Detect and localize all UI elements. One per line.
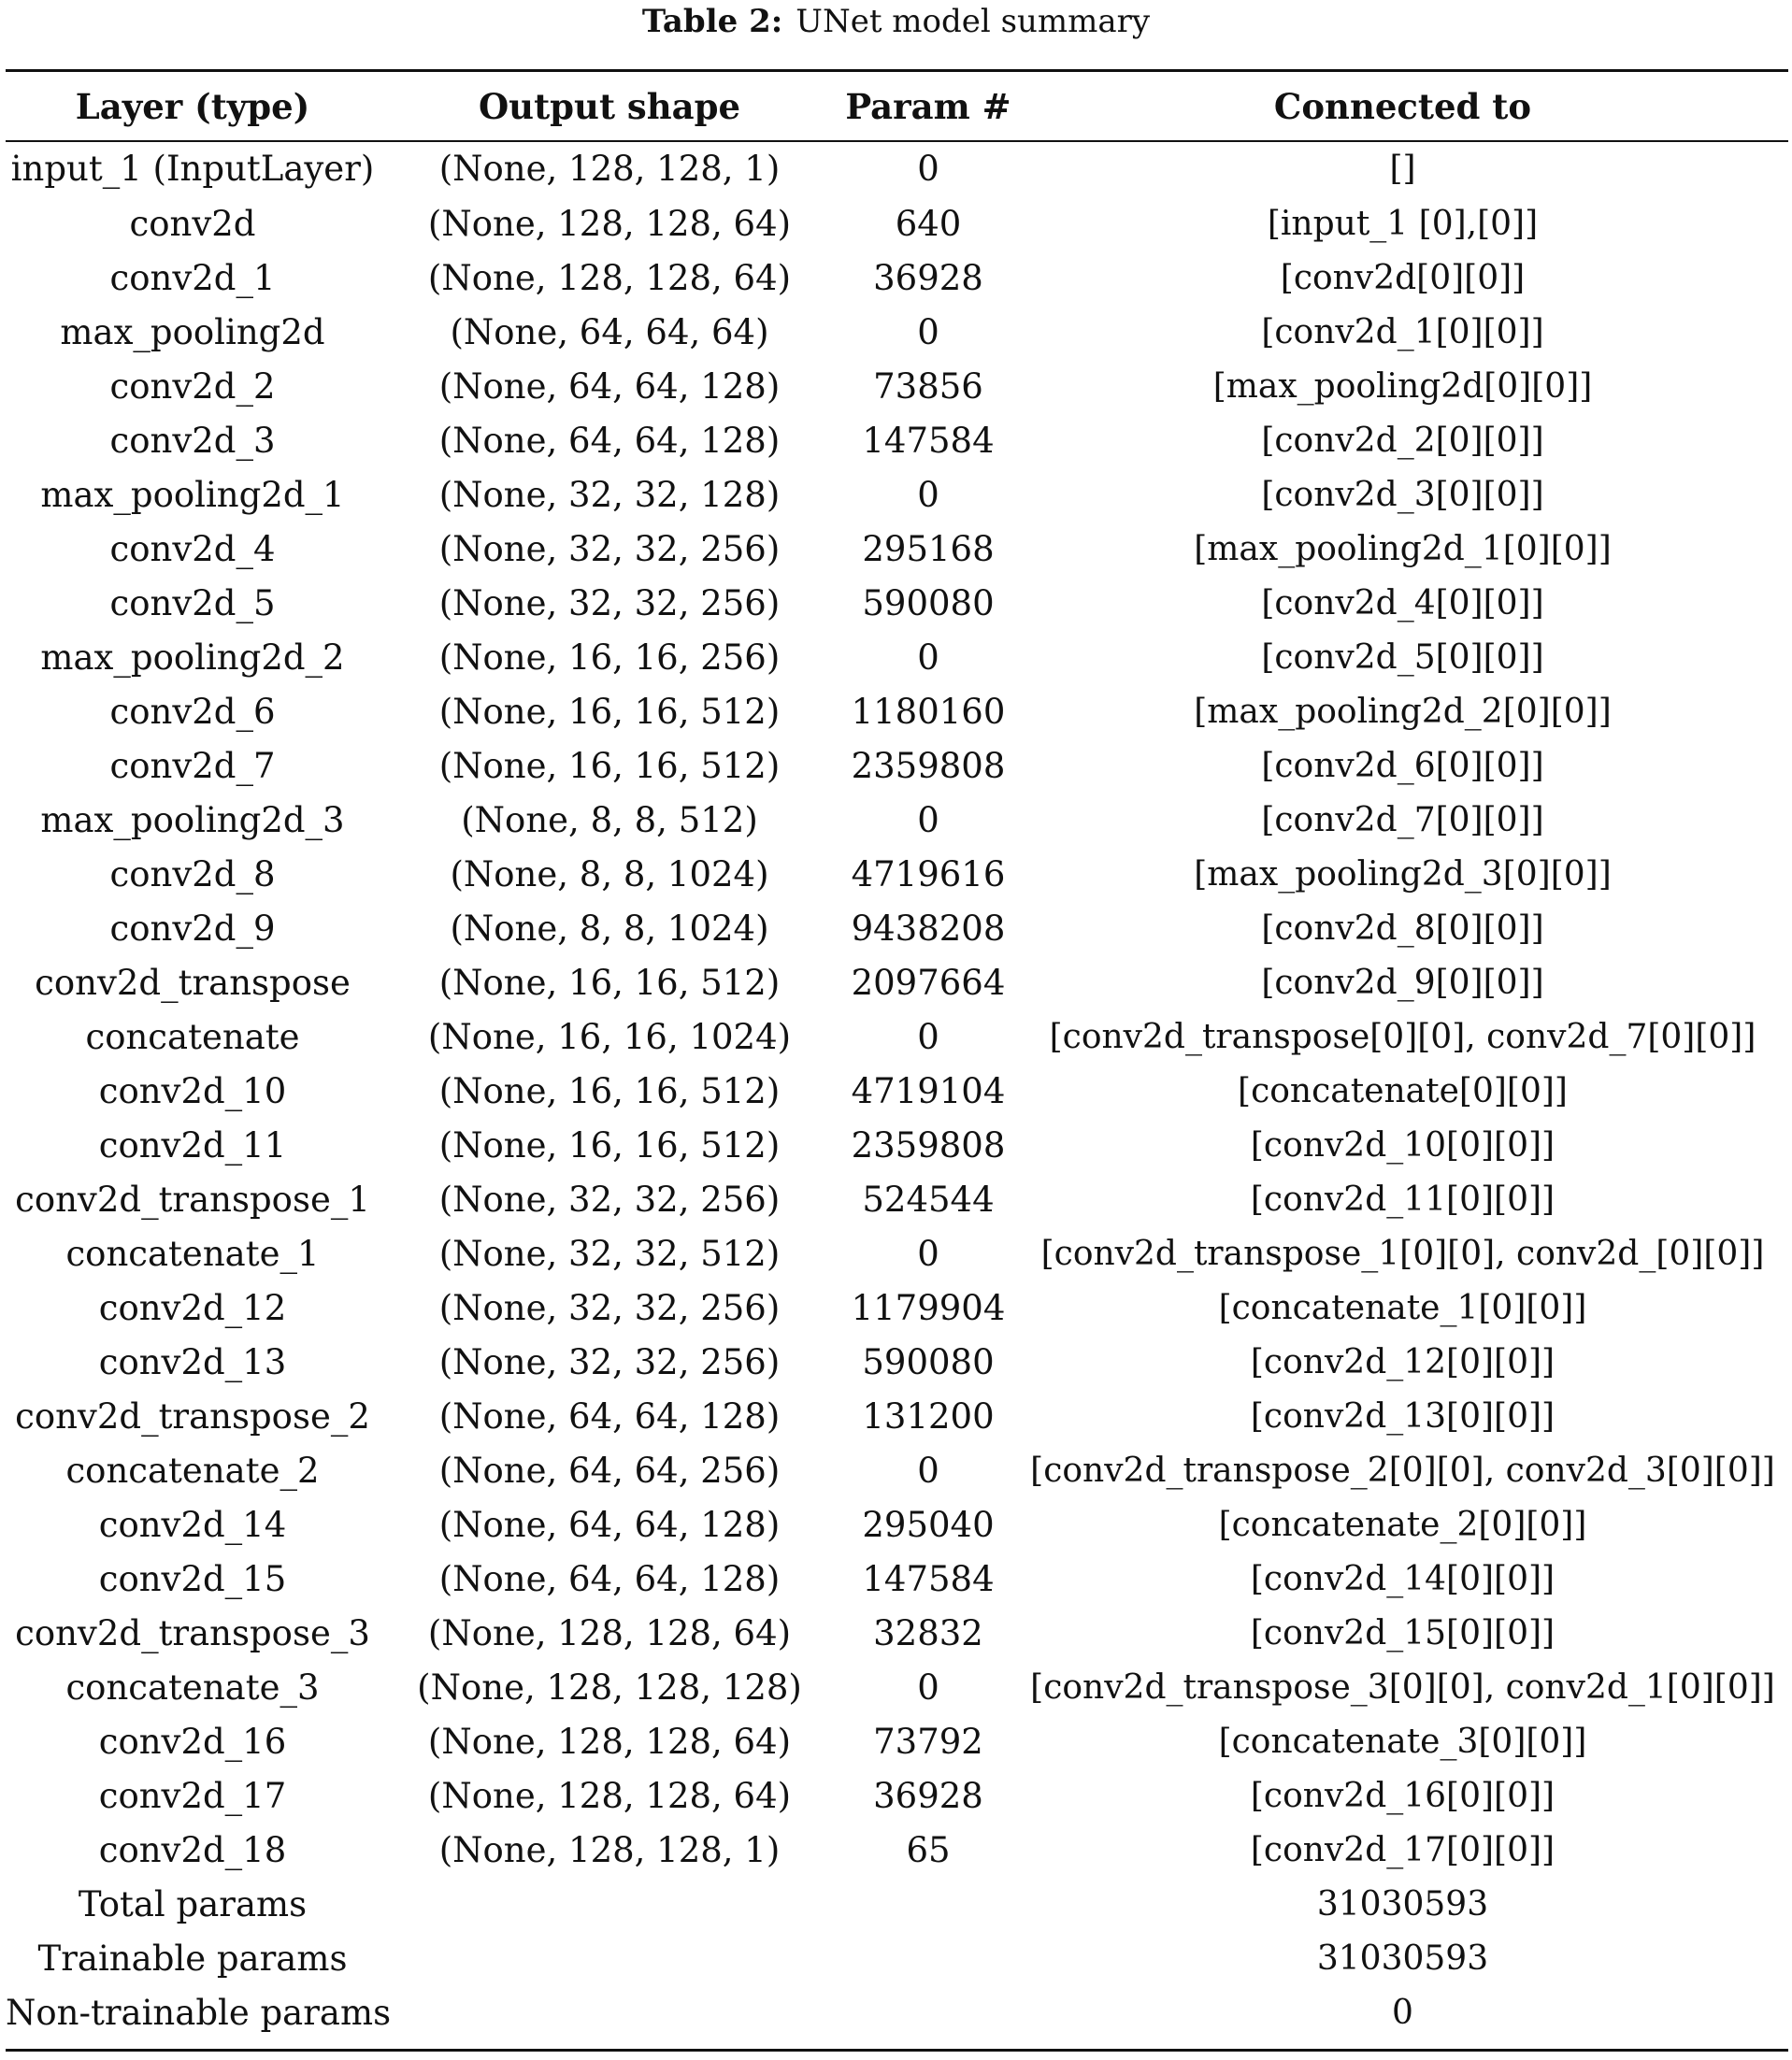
totals-row xyxy=(6,1931,1788,1985)
output-shape-cell: (None, 32, 32, 256) xyxy=(438,1287,781,1328)
connected-to-cell: [conv2d_transpose_3[0][0], conv2d_1[0][0]] xyxy=(1030,1667,1775,1707)
table-body xyxy=(6,140,1788,2039)
output-shape-cell: (None, 8, 8, 512) xyxy=(461,799,758,840)
param-count-cell: 0 xyxy=(917,311,939,352)
header-row xyxy=(6,72,1788,140)
totals-label-cell: Total params xyxy=(78,1883,308,1924)
layer-cell: conv2d_15 xyxy=(98,1558,287,1599)
layer-cell: conv2d_7 xyxy=(109,745,276,786)
table-row xyxy=(6,305,1788,359)
output-shape-cell: (None, 32, 32, 256) xyxy=(438,528,781,569)
param-count-cell: 590080 xyxy=(862,1341,995,1382)
table-row xyxy=(6,1552,1788,1606)
empty-cell xyxy=(380,1931,839,1985)
output-shape-cell: (None, 32, 32, 128) xyxy=(438,474,781,515)
connected-to-cell: [concatenate[0][0]] xyxy=(1238,1071,1568,1110)
param-count-cell: 32832 xyxy=(873,1612,983,1653)
param-count-cell: 147584 xyxy=(862,420,995,461)
layer-cell: conv2d_3 xyxy=(109,420,276,461)
connected-to-cell: [conv2d_17[0][0]] xyxy=(1250,1830,1555,1869)
connected-to-cell: [conv2d_8[0][0]] xyxy=(1261,908,1544,948)
param-count-cell: 0 xyxy=(917,1016,939,1057)
connected-to-cell: [concatenate_3[0][0]] xyxy=(1218,1722,1587,1761)
layer-cell: concatenate xyxy=(85,1016,300,1057)
layer-cell: concatenate_2 xyxy=(65,1450,320,1491)
layer-cell: conv2d_11 xyxy=(98,1124,287,1166)
connected-to-cell: [conv2d_transpose[0][0], conv2d_7[0][0]] xyxy=(1049,1017,1756,1056)
empty-cell xyxy=(839,1985,1017,2039)
table-row xyxy=(6,140,1788,196)
param-count-cell: 0 xyxy=(917,1233,939,1274)
param-count-cell: 0 xyxy=(917,148,939,189)
table-row xyxy=(6,1226,1788,1280)
connected-to-cell: [conv2d_12[0][0]] xyxy=(1250,1342,1555,1381)
layer-cell: conv2d_13 xyxy=(98,1341,287,1382)
layer-cell: conv2d_18 xyxy=(98,1829,287,1870)
table-caption-label: Table 2: xyxy=(641,3,783,40)
layer-cell: concatenate_1 xyxy=(65,1233,320,1274)
connected-to-cell: [max_pooling2d_1[0][0]] xyxy=(1194,529,1612,568)
empty-cell xyxy=(839,1931,1017,1985)
layer-cell: conv2d_9 xyxy=(109,908,276,949)
connected-to-cell: [max_pooling2d_2[0][0]] xyxy=(1194,692,1612,731)
connected-to-cell: [max_pooling2d_3[0][0]] xyxy=(1194,854,1612,894)
table-row xyxy=(6,793,1788,847)
table-row xyxy=(6,1389,1788,1443)
table-row xyxy=(6,847,1788,901)
table-row xyxy=(6,901,1788,955)
layer-cell: input_1 (InputLayer) xyxy=(10,148,375,189)
param-count-cell: 1179904 xyxy=(851,1287,1006,1328)
output-shape-cell: (None, 128, 128, 64) xyxy=(427,1612,792,1653)
output-shape-cell: (None, 128, 128, 1) xyxy=(438,1829,781,1870)
param-count-cell: 4719616 xyxy=(851,853,1006,894)
layer-cell: max_pooling2d_2 xyxy=(40,637,345,678)
param-count-cell: 65 xyxy=(906,1829,951,1870)
layer-cell: conv2d_16 xyxy=(98,1721,287,1762)
table-row xyxy=(6,576,1788,630)
connected-to-cell: [conv2d_1[0][0]] xyxy=(1261,312,1544,351)
connected-to-cell: [conv2d_transpose_2[0][0], conv2d_3[0][0]] xyxy=(1030,1451,1775,1490)
layer-cell: max_pooling2d_3 xyxy=(40,799,345,840)
empty-cell xyxy=(380,1877,839,1931)
connected-to-cell: [conv2d[0][0]] xyxy=(1280,258,1526,297)
param-count-cell: 36928 xyxy=(873,257,983,298)
connected-to-cell: [conv2d_transpose_1[0][0], conv2d_[0][0]] xyxy=(1040,1234,1765,1273)
layer-cell: max_pooling2d_1 xyxy=(40,474,345,515)
output-shape-cell: (None, 16, 16, 512) xyxy=(438,962,781,1003)
output-shape-cell: (None, 64, 64, 128) xyxy=(438,1558,781,1599)
layer-cell: conv2d_4 xyxy=(109,528,276,569)
output-shape-cell: (None, 128, 128, 1) xyxy=(438,148,781,189)
output-shape-cell: (None, 128, 128, 64) xyxy=(427,257,792,298)
output-shape-cell: (None, 32, 32, 256) xyxy=(438,1341,781,1382)
output-shape-cell: (None, 128, 128, 64) xyxy=(427,1775,792,1816)
connected-to-cell: [conv2d_6[0][0]] xyxy=(1261,746,1544,785)
table-row xyxy=(6,955,1788,1009)
param-count-cell: 4719104 xyxy=(851,1070,1006,1111)
output-shape-cell: (None, 32, 32, 512) xyxy=(438,1233,781,1274)
table-row xyxy=(6,1064,1788,1118)
empty-cell xyxy=(839,1877,1017,1931)
param-count-cell: 9438208 xyxy=(851,908,1006,949)
param-count-cell: 131200 xyxy=(862,1395,995,1437)
layer-cell: conv2d_14 xyxy=(98,1504,287,1545)
table-row xyxy=(6,1172,1788,1226)
param-count-cell: 590080 xyxy=(862,582,995,623)
table-row xyxy=(6,1118,1788,1172)
param-count-cell: 2359808 xyxy=(851,1124,1006,1166)
param-count-cell: 1180160 xyxy=(851,691,1006,732)
table-row xyxy=(6,1714,1788,1768)
table-row xyxy=(6,1280,1788,1335)
output-shape-cell: (None, 8, 8, 1024) xyxy=(450,908,769,949)
table-row xyxy=(6,684,1788,738)
output-shape-cell: (None, 32, 32, 256) xyxy=(438,1179,781,1220)
param-count-cell: 2097664 xyxy=(851,962,1006,1003)
table-row xyxy=(6,359,1788,413)
model-summary-table xyxy=(6,72,1788,2039)
table-row xyxy=(6,1606,1788,1660)
totals-value-cell: 31030593 xyxy=(1316,1884,1489,1924)
connected-to-cell: [conv2d_11[0][0]] xyxy=(1250,1180,1555,1219)
param-count-cell: 295168 xyxy=(862,528,995,569)
totals-label-cell: Trainable params xyxy=(37,1938,348,1979)
table-row xyxy=(6,1497,1788,1552)
layer-cell: conv2d_transpose_1 xyxy=(15,1179,370,1220)
layer-cell: conv2d_5 xyxy=(109,582,276,623)
output-shape-cell: (None, 16, 16, 512) xyxy=(438,691,781,732)
totals-value-cell: 0 xyxy=(1392,1993,1413,2032)
param-count-cell: 36928 xyxy=(873,1775,983,1816)
param-count-cell: 73856 xyxy=(873,365,983,407)
connected-to-cell: [concatenate_1[0][0]] xyxy=(1218,1288,1587,1327)
totals-row xyxy=(6,1985,1788,2039)
param-count-cell: 0 xyxy=(917,637,939,678)
layer-cell: conv2d_6 xyxy=(109,691,276,732)
table-row xyxy=(6,1823,1788,1877)
layer-cell: conv2d xyxy=(129,203,256,244)
layer-cell: conv2d_8 xyxy=(109,853,276,894)
connected-to-cell: [] xyxy=(1389,149,1416,188)
table-row xyxy=(6,196,1788,250)
totals-label-cell: Non-trainable params xyxy=(6,1992,392,2033)
connected-to-cell: [conv2d_15[0][0]] xyxy=(1250,1613,1555,1652)
output-shape-cell: (None, 128, 128, 64) xyxy=(427,1721,792,1762)
column-header-layer: Layer (type) xyxy=(75,85,310,127)
output-shape-cell: (None, 128, 128, 128) xyxy=(417,1667,802,1708)
table-row xyxy=(6,738,1788,793)
connected-to-cell: [concatenate_2[0][0]] xyxy=(1218,1505,1587,1544)
connected-to-cell: [conv2d_4[0][0]] xyxy=(1261,583,1544,622)
param-count-cell: 147584 xyxy=(862,1558,995,1599)
param-count-cell: 0 xyxy=(917,474,939,515)
connected-to-cell: [max_pooling2d[0][0]] xyxy=(1212,366,1593,406)
column-header-connected-to: Connected to xyxy=(1273,85,1532,127)
param-count-cell: 2359808 xyxy=(851,745,1006,786)
layer-cell: conv2d_12 xyxy=(98,1287,287,1328)
table-row xyxy=(6,1768,1788,1823)
connected-to-cell: [conv2d_14[0][0]] xyxy=(1250,1559,1555,1598)
totals-row xyxy=(6,1877,1788,1931)
layer-cell: conv2d_10 xyxy=(98,1070,287,1111)
output-shape-cell: (None, 64, 64, 128) xyxy=(438,365,781,407)
table-row xyxy=(6,630,1788,684)
layer-cell: conv2d_1 xyxy=(109,257,276,298)
table-row xyxy=(6,522,1788,576)
param-count-cell: 295040 xyxy=(862,1504,995,1545)
connected-to-cell: [input_1 [0],[0]] xyxy=(1267,204,1539,243)
table-row xyxy=(6,1660,1788,1714)
empty-cell xyxy=(380,1985,839,2039)
layer-cell: conv2d_transpose_3 xyxy=(15,1612,370,1653)
table-row xyxy=(6,1009,1788,1064)
layer-cell: conv2d_transpose_2 xyxy=(15,1395,370,1437)
connected-to-cell: [conv2d_9[0][0]] xyxy=(1261,963,1544,1002)
param-count-cell: 524544 xyxy=(862,1179,995,1220)
output-shape-cell: (None, 64, 64, 64) xyxy=(450,311,769,352)
layer-cell: conv2d_2 xyxy=(109,365,276,407)
output-shape-cell: (None, 16, 16, 512) xyxy=(438,1124,781,1166)
table-row xyxy=(6,467,1788,522)
output-shape-cell: (None, 64, 64, 128) xyxy=(438,1395,781,1437)
output-shape-cell: (None, 64, 64, 128) xyxy=(438,1504,781,1545)
connected-to-cell: [conv2d_10[0][0]] xyxy=(1250,1125,1555,1165)
output-shape-cell: (None, 16, 16, 1024) xyxy=(427,1016,792,1057)
table-row xyxy=(6,1443,1788,1497)
layer-cell: concatenate_3 xyxy=(65,1667,320,1708)
column-header-params: Param # xyxy=(845,85,1011,127)
output-shape-cell: (None, 16, 16, 256) xyxy=(438,637,781,678)
param-count-cell: 73792 xyxy=(873,1721,983,1762)
table-header xyxy=(6,72,1788,140)
column-header-output-shape: Output shape xyxy=(478,85,741,127)
table-row xyxy=(6,1335,1788,1389)
output-shape-cell: (None, 64, 64, 128) xyxy=(438,420,781,461)
table-row xyxy=(6,250,1788,305)
param-count-cell: 0 xyxy=(917,799,939,840)
connected-to-cell: [conv2d_5[0][0]] xyxy=(1261,637,1544,677)
output-shape-cell: (None, 128, 128, 64) xyxy=(427,203,792,244)
param-count-cell: 0 xyxy=(917,1667,939,1708)
output-shape-cell: (None, 32, 32, 256) xyxy=(438,582,781,623)
connected-to-cell: [conv2d_2[0][0]] xyxy=(1261,421,1544,460)
table-caption xyxy=(0,0,1792,43)
table-caption-title: UNet model summary xyxy=(796,3,1151,40)
output-shape-cell: (None, 16, 16, 512) xyxy=(438,1070,781,1111)
output-shape-cell: (None, 8, 8, 1024) xyxy=(450,853,769,894)
connected-to-cell: [conv2d_3[0][0]] xyxy=(1261,475,1544,514)
layer-cell: conv2d_17 xyxy=(98,1775,287,1816)
bottom-rule xyxy=(6,2049,1788,2052)
param-count-cell: 0 xyxy=(917,1450,939,1491)
layer-cell: conv2d_transpose xyxy=(35,962,351,1003)
output-shape-cell: (None, 16, 16, 512) xyxy=(438,745,781,786)
connected-to-cell: [conv2d_16[0][0]] xyxy=(1250,1776,1555,1815)
layer-cell: max_pooling2d xyxy=(60,311,325,352)
connected-to-cell: [conv2d_7[0][0]] xyxy=(1261,800,1544,839)
table-row xyxy=(6,413,1788,467)
totals-value-cell: 31030593 xyxy=(1316,1938,1489,1978)
param-count-cell: 640 xyxy=(895,203,962,244)
output-shape-cell: (None, 64, 64, 256) xyxy=(438,1450,781,1491)
connected-to-cell: [conv2d_13[0][0]] xyxy=(1250,1396,1555,1436)
